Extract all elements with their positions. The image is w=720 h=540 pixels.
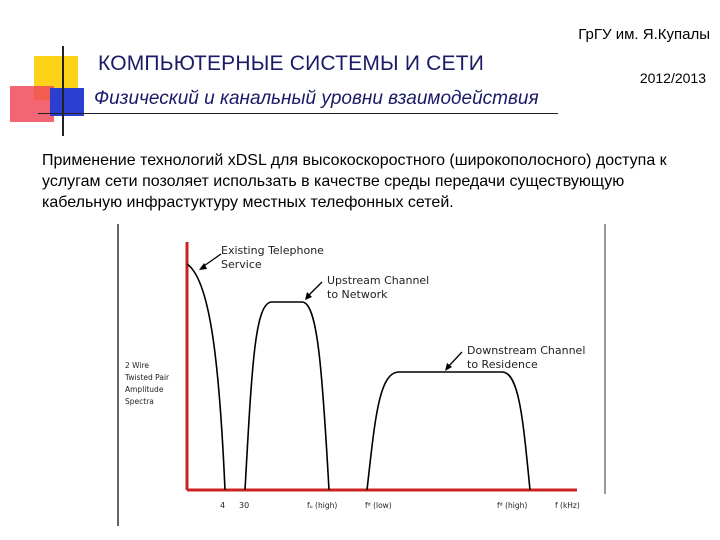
y-label-line-2: Twisted Pair bbox=[125, 373, 170, 382]
telephone-label-2: Service bbox=[221, 258, 262, 271]
decor-vertical-line bbox=[62, 46, 64, 136]
spectrum-svg bbox=[117, 224, 607, 526]
x-tick-4: 4 bbox=[220, 501, 226, 510]
x-tick-fd-low: fᵈ (low) bbox=[365, 501, 392, 510]
y-label-line-4: Spectra bbox=[125, 397, 154, 406]
xdsl-spectrum-diagram bbox=[117, 224, 607, 526]
downstream-band-curve bbox=[367, 372, 530, 490]
y-label-line-3: Amplitude bbox=[125, 385, 164, 394]
upstream-band-curve bbox=[245, 302, 329, 490]
x-tick-30: 30 bbox=[239, 501, 250, 510]
page-title: КОМПЬЮТЕРНЫЕ СИСТЕМЫ И СЕТИ bbox=[98, 52, 485, 75]
decor-horizontal-line bbox=[38, 113, 558, 114]
upstream-label-1: Upstream Channel bbox=[327, 274, 430, 287]
body-paragraph: Применение технологий xDSL для высокоскоростного (широкополосного) доступа к услугам сети позоляет использать в качестве среды передачи существующую кабельную инфрастуктуру местных телефонных сетей. bbox=[42, 152, 667, 211]
downstream-label-2: to Residence bbox=[467, 358, 538, 371]
x-tick-fu-high: fᵤ (high) bbox=[307, 501, 338, 510]
page-subtitle: Физический и канальный уровни взаимодействия bbox=[94, 88, 539, 109]
university-label: ГрГУ им. Я.Купалы bbox=[578, 26, 710, 43]
x-axis-unit-label: f (kHz) bbox=[555, 501, 580, 510]
downstream-label-1: Downstream Channel bbox=[467, 344, 586, 357]
telephone-label-1: Existing Telephone bbox=[221, 244, 324, 257]
decor-red-block bbox=[10, 86, 54, 122]
telephone-band-curve bbox=[187, 264, 225, 490]
upstream-label-2: to Network bbox=[327, 288, 388, 301]
academic-year: 2012/2013 bbox=[639, 70, 706, 86]
decor-blue-block bbox=[50, 88, 84, 116]
y-label-line-1: 2 Wire bbox=[125, 361, 150, 370]
x-tick-fd-high: fᵈ (high) bbox=[497, 501, 528, 510]
